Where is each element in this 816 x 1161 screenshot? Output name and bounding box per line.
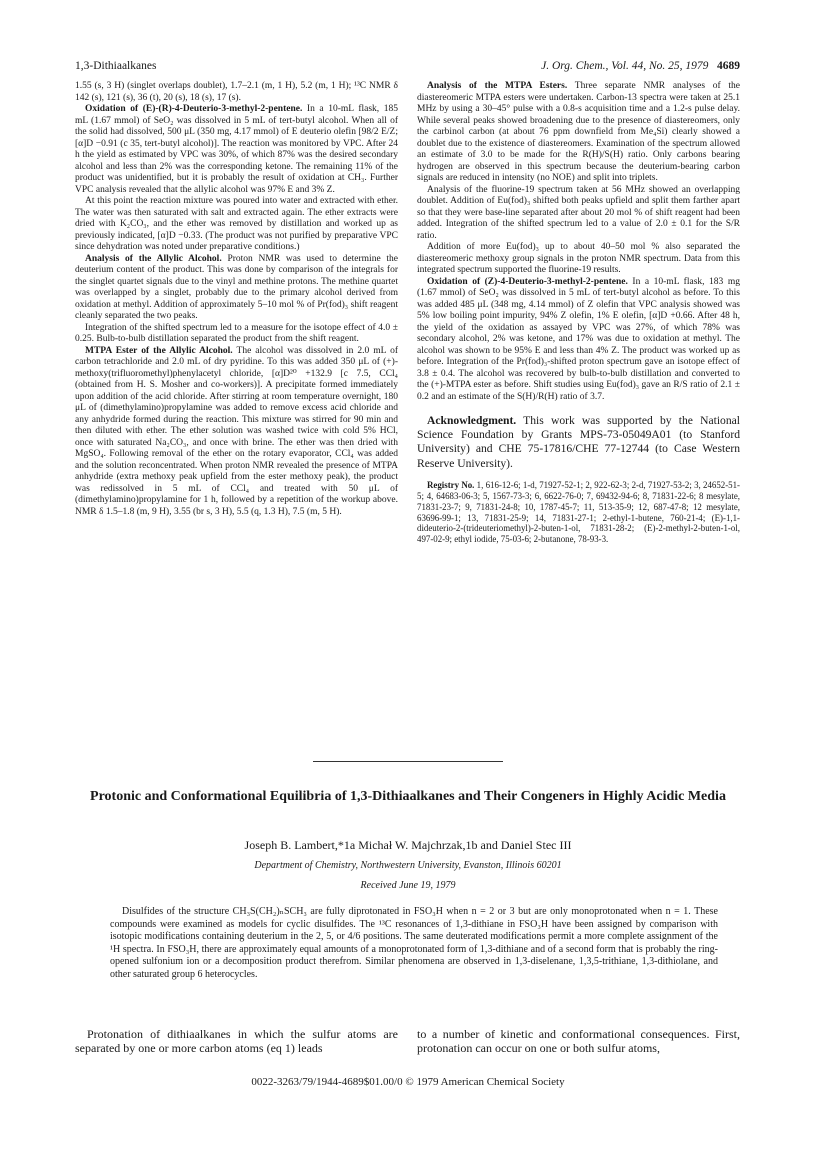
paragraph: Analysis of the fluorine-19 spectrum taken at 56 MHz showed an overlapping doublet. Addition of Eu(fod)₃ shifted both peaks upfield and split them farther apart so that they were base-line separated after about 20 mol % of shift reagent had been added. Integration of the shifted spectrum led to a value of 2.0 ± 0.1 for the S/R ratio. — [417, 184, 740, 241]
running-head: 1,3-Dithiaalkanes — [75, 60, 157, 72]
left-column — [75, 81, 398, 518]
paragraph: 1.55 (s, 3 H) (singlet overlaps doublet), 1.7–2.1 (m, 1 H), 5.2 (m, 1 H); ¹³C NMR δ 142 (s), 121 (s), 36 (t), 20 (s), 18 (s), 17 (s). — [75, 81, 398, 103]
registry-numbers: Registry No. 1, 616-12-6; 1-d, 71927-52-1; 2, 922-62-3; 2-d, 71927-53-2; 3, 24652-51-5; 4, 64683-06-3; 5, 1567-73-3; 6, 6622-76-0; 7, 69432-94-6; 8, 71831-22-6; 8 mesylate, 71831-23-7; 9, 71831-24-8; 10, 1787-45-7; 11, 513-35-9; 12, 687-47-8; 12 mesylate, 63696-99-1; 13, 71831-25-9; 14, 71831-27-1; 2-ethyl-1-butene, 760-21-4; (E)-1,1-dideuterio-2-(trideuteriomethyl)-2-buten-1-ol, 71831-28-2; (E)-2-methyl-2-buten-1-ol, 497-02-9; ethyl iodide, 75-03-6; 2-butanone, 78-93-3. — [417, 479, 740, 545]
paragraph: At this point the reaction mixture was poured into water and extracted with ether. The water was then saturated with salt and extracted again. The ether extracts were dried with K₂CO₃, and the ether was removed by distillation and worked up as previously indicated, [α]D −0.33. (The product was not purified by preparative VPC since dehydration was noted under preparative conditions.) — [75, 196, 398, 252]
run-in-heading: Oxidation of (E)-(R)-4-Deuterio-3-methyl-2-pentene. — [85, 104, 303, 114]
author-list: Joseph B. Lambert,*1a Michał W. Majchrzak,1b and Daniel Stec III — [244, 838, 572, 852]
acknowledgment: Acknowledgment. This work was supported by the National Science Foundation by Grants MPS-73-05049A01 (to Stanford University) and CHE 75-17816/CHE 77-12744 (to Case Western Reserve University). — [417, 414, 740, 470]
copyright-footer: 0022-3263/79/1944-4689$01.00/0 © 1979 American Chemical Society — [251, 1076, 565, 1088]
paragraph: MTPA Ester of the Allylic Alcohol. The alcohol was dissolved in 2.0 mL of carbon tetrachloride and 2.0 mL of dry pyridine. To this was added 350 μL of (+)-methoxy(trifluoromethyl)phenylacetyl chloride, [α]D²⁰ +132.9 [c 7.5, CCl₄ (obtained from H. S. Mosher and co-workers)]. A precipitate formed immediately upon addition of the acid chloride. After stirring at room temperature overnight, 180 μL of (dimethylamino)propylamine was added to remove excess acid chloride and any anhydride formed during the reaction. This mixture was stirred for 90 min and then diluted with ether. The ether solution was washed twice with cold 5% HCl, once with saturated Na₂CO₃, and once with brine. The ether was then dried with MgSO₄. Following removal of the ether on the rotary evaporator, CCl₄ was added and the solution reconcentrated. When proton NMR revealed the presence of MTPA anhydride (extra methoxy peak upfield from the ester methoxy peak), the product was redissolved in 5 mL of CCl₄ and treated with 50 μL of (dimethylamino)propylamine for 1 h, followed by a repetition of the workup above. NMR δ 1.5–1.8 (m, 9 H), 3.55 (br s, 3 H), 5.5 (q, 1.3 H), 7.5 (m, 5 H). — [75, 345, 398, 517]
section-divider — [313, 761, 503, 762]
intro-text-left: Protonation of dithiaalkanes in which the sulfur atoms are separated by one or more carbon atoms (eq 1) leads — [75, 1027, 398, 1055]
paragraph: Oxidation of (E)-(R)-4-Deuterio-3-methyl-2-pentene. In a 10-mL flask, 185 mL (1.67 mmol) of SeO₂ was dissolved in 5 mL of tert-butyl alcohol. When all of the solid had dissolved, 500 μL (350 mg, 4.17 mmol) of E deuterio olefin [98/2 E/Z; [α]D −0.91 (c 35, tert-butyl alcohol)]. The reaction was monitored by VPC. After 24 h the yield as estimated by VPC was 30%, of which 87% was the desired secondary alcohol and less than 2% was the corresponding ketone. The remaining 11% of the product was unidentified, but it is probably the result of oxidation at CH₃. Further VPC analysis revealed that the allylic alcohol was 97% E and 3% Z. — [75, 104, 398, 195]
journal-name: J. Org. Chem., Vol. 44, No. 25, 1979 — [541, 60, 709, 72]
paragraph: Integration of the shifted spectrum led to a measure for the isotope effect of 4.0 ± 0.25. Bulb-to-bulb distillation separated the product from the shift reagent. — [75, 322, 398, 344]
paragraph: Analysis of the MTPA Esters. Three separate NMR analyses of the diastereomeric MTPA esters were undertaken. Carbon-13 spectra were taken at 25.1 MHz by using a 30–45° pulse with a 0.8-s acquisition time and a 1.2-s pulse delay. While several peaks showed broadening due to the presence of diastereomers, only the carbinol carbon (at about 76 ppm downfield from Me₄Si) clearly showed a doublet due to the existence of diastereomers. Examination of the spectrum allowed an estimate of 3.0 to be made for the R(H)/S(H) ratio. Only carbons bearing hydrogen are observed in this spectrum because the deuterium-bearing carbon signals are reduced in intensity (no NOE) and split into triplets. — [417, 81, 740, 183]
run-in-heading: Analysis of the Allylic Alcohol. — [85, 253, 222, 264]
paragraph: Oxidation of (Z)-4-Deuterio-3-methyl-2-pentene. In a 10-mL flask, 183 mg (1.67 mmol) of SeO₂ was dissolved in 5 mL of tert-butyl alcohol as before. To this was added 485 μL (348 mg, 4.14 mmol) of Z olefin that VPC analysis showed was 5% low boiling point impurity, 94% Z olefin, 1% E olefin, [α]D +0.66. After 48 h, the yield of the oxidation as assayed by VPC was 27%, of which 78% was secondary alcohol, 2% was ketone, and 17% was due to oxidation at methyl. The alcohol was shown to be 95% E and less than 4% Z. The product was worked up as before. Integration of the Pr(fod)₃-shifted proton spectrum gave an isotope effect of 3.8 ± 0.4. The alcohol was recovered by bulb-to-bulb distillation and converted to the (+)-MTPA ester as before. Shift studies using Eu(fod)₃ gave an R/S ratio of 2.1 ± 0.2 and an estimate of the S(H)/R(H) ratio of 3.7. — [417, 276, 740, 402]
run-in-heading: Oxidation of (Z)-4-Deuterio-3-methyl-2-pentene. — [427, 276, 628, 287]
received-date: Received June 19, 1979 — [360, 880, 456, 891]
journal-citation — [541, 60, 740, 72]
intro-text-right: to a number of kinetic and conformational consequences. First, protonation can occur on one or both sulfur atoms, — [417, 1027, 740, 1055]
article-title: Protonic and Conformational Equilibria of 1,3-Dithiaalkanes and Their Congeners in Highly Acidic Media — [90, 789, 726, 804]
paragraph: Analysis of the Allylic Alcohol. Proton NMR was used to determine the deuterium content of the product. This was done by comparison of the integrals for the singlet quartet signals due to the vinyl and methine protons. The methine quartet was overlapped by a singlet, probably due to the primary alcohol derived from oxidation at methyl. Addition of approximately 5–10 mol % of Pr(fod)₃ shift reagent cleanly separated the two peaks. — [75, 253, 398, 321]
paragraph: Addition of more Eu(fod)₃ up to about 40–50 mol % also separated the diastereomeric methoxy group signals in the proton NMR spectrum. Data from this integrated spectrum supported the fluorine-19 results. — [417, 242, 740, 275]
right-column — [417, 81, 740, 545]
page-number: 4689 — [717, 60, 740, 72]
abstract: Disulfides of the structure CH₃S(CH₂)ₙSCH₃ are fully diprotonated in FSO₃H when n = 2 or 3 but are only monoprotonated when n = 1. These compounds were examined as models for cyclic disulfides. The ¹³C resonances of 1,3-dithiane in FSO₃H have been assigned by comparison with isotopic modifications containing deuterium in the 2, 5, or 4/6 positions. The same deuterated modifications permit a more complete assignment of the ¹H spectra. In FSO₃H, there are approximately equal amounts of a monoprotonated form of 1,3-dithiane and of a second form that is probably the ring-opened sulfonium ion or a decomposition product therefrom. Similar phenomena are observed in 1,3-diselenane, 1,3,5-trithiane, 1,3-dithiolane, and other saturated group 6 heterocycles. — [110, 906, 718, 980]
run-in-heading: MTPA Ester of the Allylic Alcohol. — [85, 345, 233, 356]
affiliation: Department of Chemistry, Northwestern University, Evanston, Illinois 60201 — [254, 860, 562, 871]
run-in-heading: Analysis of the MTPA Esters. — [427, 81, 568, 91]
